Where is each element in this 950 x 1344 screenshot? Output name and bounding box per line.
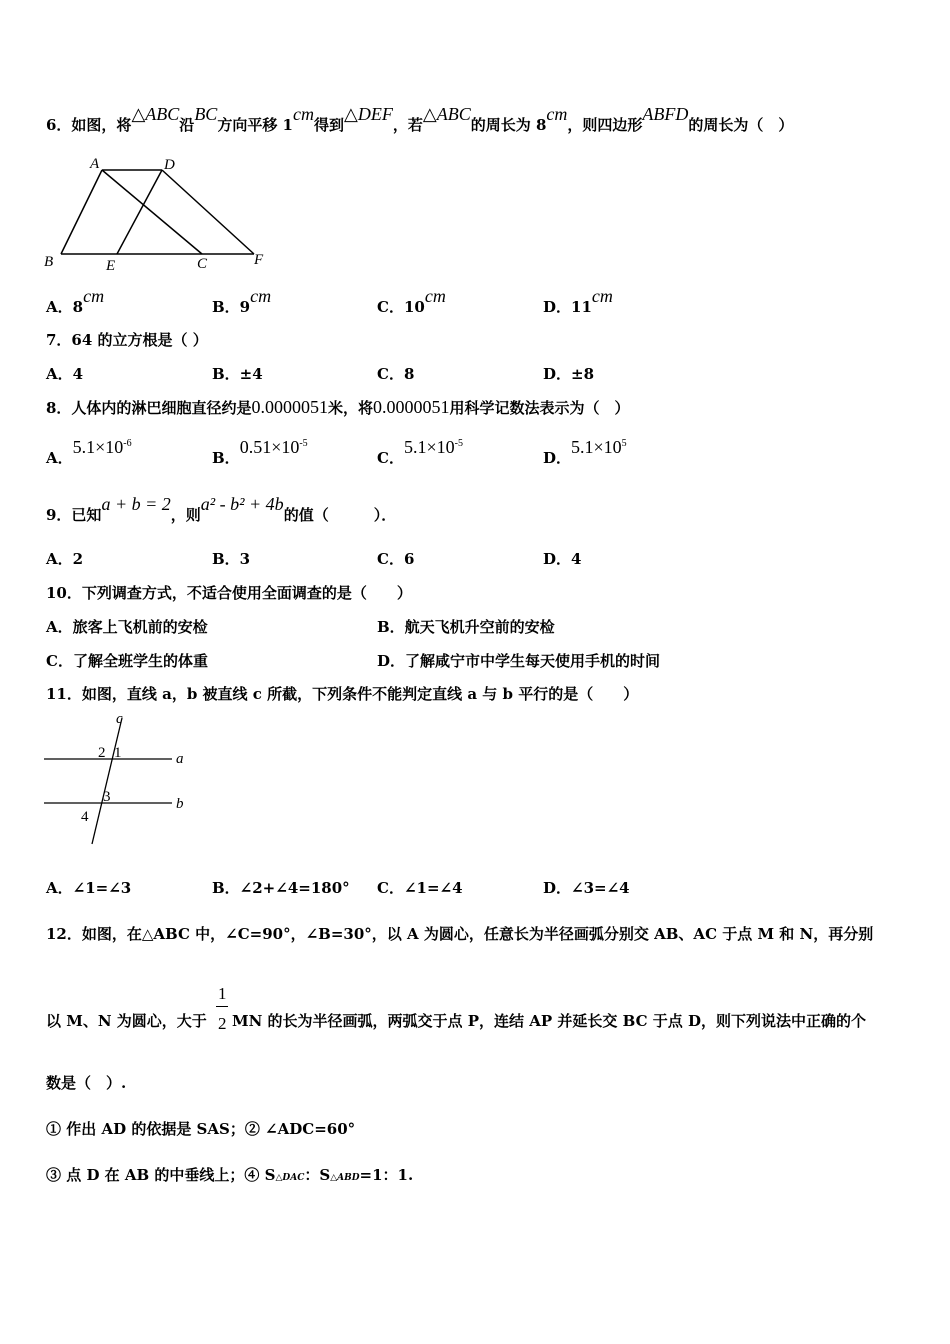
q12-line-3: 数是（ ）. [46,1074,127,1092]
math-triangle-def: △DEF [344,104,393,124]
fraction-denominator: 2 [218,1014,227,1033]
label-a: a [176,751,184,767]
q11-option-b[interactable]: B．∠2+∠4=180° [212,879,350,897]
math-bc: BC [194,104,218,124]
math-abfd: ABFD [642,104,689,124]
math-condition: a + b = 2 [101,494,171,514]
label-D: D [164,157,175,173]
fraction-bar [216,1006,228,1007]
q7-option-d[interactable]: D．±8 [543,365,595,383]
q12-line-2a: 以 M、N 为圆心，大于 [46,1012,207,1030]
math-cm: cm [293,104,314,124]
q6-stem: 6．如图，将△ABC沿BC方向平移 1cm得到△DEF，若△ABC的周长为 8cm，则四边形ABFD的周长为（ ） [46,104,794,134]
q7-option-a[interactable]: A．4 [46,365,84,383]
label-3: 3 [103,789,111,805]
q6-option-b[interactable]: B．9cm [212,286,272,316]
q12-statement-3-4: ③ 点 D 在 AB 的中垂线上；④ S△DAC：S△ABD=1：1. [46,1166,414,1184]
label-E: E [106,258,116,274]
label-F: F [254,252,264,268]
label-b: b [176,796,184,812]
math-number-2: 0.0000051 [372,397,450,417]
q6-figure-translation [42,154,272,274]
q9-option-c[interactable]: C．6 [377,550,415,568]
q12-statement-1-2: ① 作出 AD 的依据是 SAS；② ∠ADC=60° [46,1120,356,1138]
q8-stem: 8．人体内的淋巴细胞直径约是0.0000051米，将0.0000051用科学记数法表示为（ ） [46,397,630,417]
math-number: 0.0000051 [251,397,328,417]
q8-option-d[interactable]: D．$5.1\times 10^5$ [543,437,627,467]
q8-option-b[interactable]: B．$0.51\times 10^{-5}$ [212,437,308,467]
q10-option-d[interactable]: D．了解咸宁市中学生每天使用手机的时间 [377,652,661,670]
fraction-numerator: 1 [218,984,227,1003]
q10-option-c[interactable]: C．了解全班学生的体重 [46,652,208,670]
q9-option-d[interactable]: D．4 [543,550,582,568]
q11-option-d[interactable]: D．∠3=∠4 [543,879,630,897]
q9-option-b[interactable]: B．3 [212,550,251,568]
q9-stem: 9．已知a + b = 2，则a² - b² + 4b的值（ ）． [46,494,397,524]
math-triangle-abc-2: △ABC [422,104,471,124]
label-c: c [116,712,123,727]
q7-option-c[interactable]: C．8 [377,365,415,383]
math-expression: a² - b² + 4b [200,494,284,514]
q10-option-b[interactable]: B．航天飞机升空前的安检 [377,618,555,636]
q12-line-1: 12．如图，在△ABC 中，∠C=90°，∠B=30°，以 A 为圆心，任意长为半径画弧分别交 AB、AC 于点 M 和 N，再分别 [46,925,874,943]
q6-option-c[interactable]: C．10cm [377,286,446,316]
q7-stem: 7．64 的立方根是（ ） [46,331,208,349]
q10-option-a[interactable]: A．旅客上飞机前的安检 [46,618,208,636]
math-cm-2: cm [546,104,568,124]
q8-option-a[interactable]: A．$5.1\times 10^{-6}$ [46,437,132,467]
q11-stem: 11．如图，直线 a，b 被直线 c 所截，下列条件不能判定直线 a 与 b 平行的是（ ） [46,685,639,703]
q10-stem: 10．下列调查方式，不适合使用全面调查的是（ ） [46,584,412,602]
q11-figure-parallel-lines [44,712,190,848]
q6-option-a[interactable]: A．8cm [46,286,105,316]
q12-line-2b: MN 的长为半径画弧，两弧交于点 P，连结 AP 并延长交 BC 于点 D，则下列说法中正确的个 [232,1012,866,1030]
q9-option-a[interactable]: A．2 [46,550,84,568]
q11-option-a[interactable]: A．∠1=∠3 [46,879,132,897]
q6-option-d[interactable]: D．11cm [543,286,613,316]
label-1: 1 [114,745,122,761]
q8-option-c[interactable]: C．$5.1\times 10^{-5}$ [377,437,463,467]
q11-option-c[interactable]: C．∠1=∠4 [377,879,463,897]
label-B: B [44,254,54,270]
label-A: A [90,156,100,172]
label-C: C [197,256,208,272]
math-triangle-abc: △ABC [131,104,180,124]
q7-option-b[interactable]: B．±4 [212,365,263,383]
label-2: 2 [98,745,106,761]
label-4: 4 [81,809,89,825]
